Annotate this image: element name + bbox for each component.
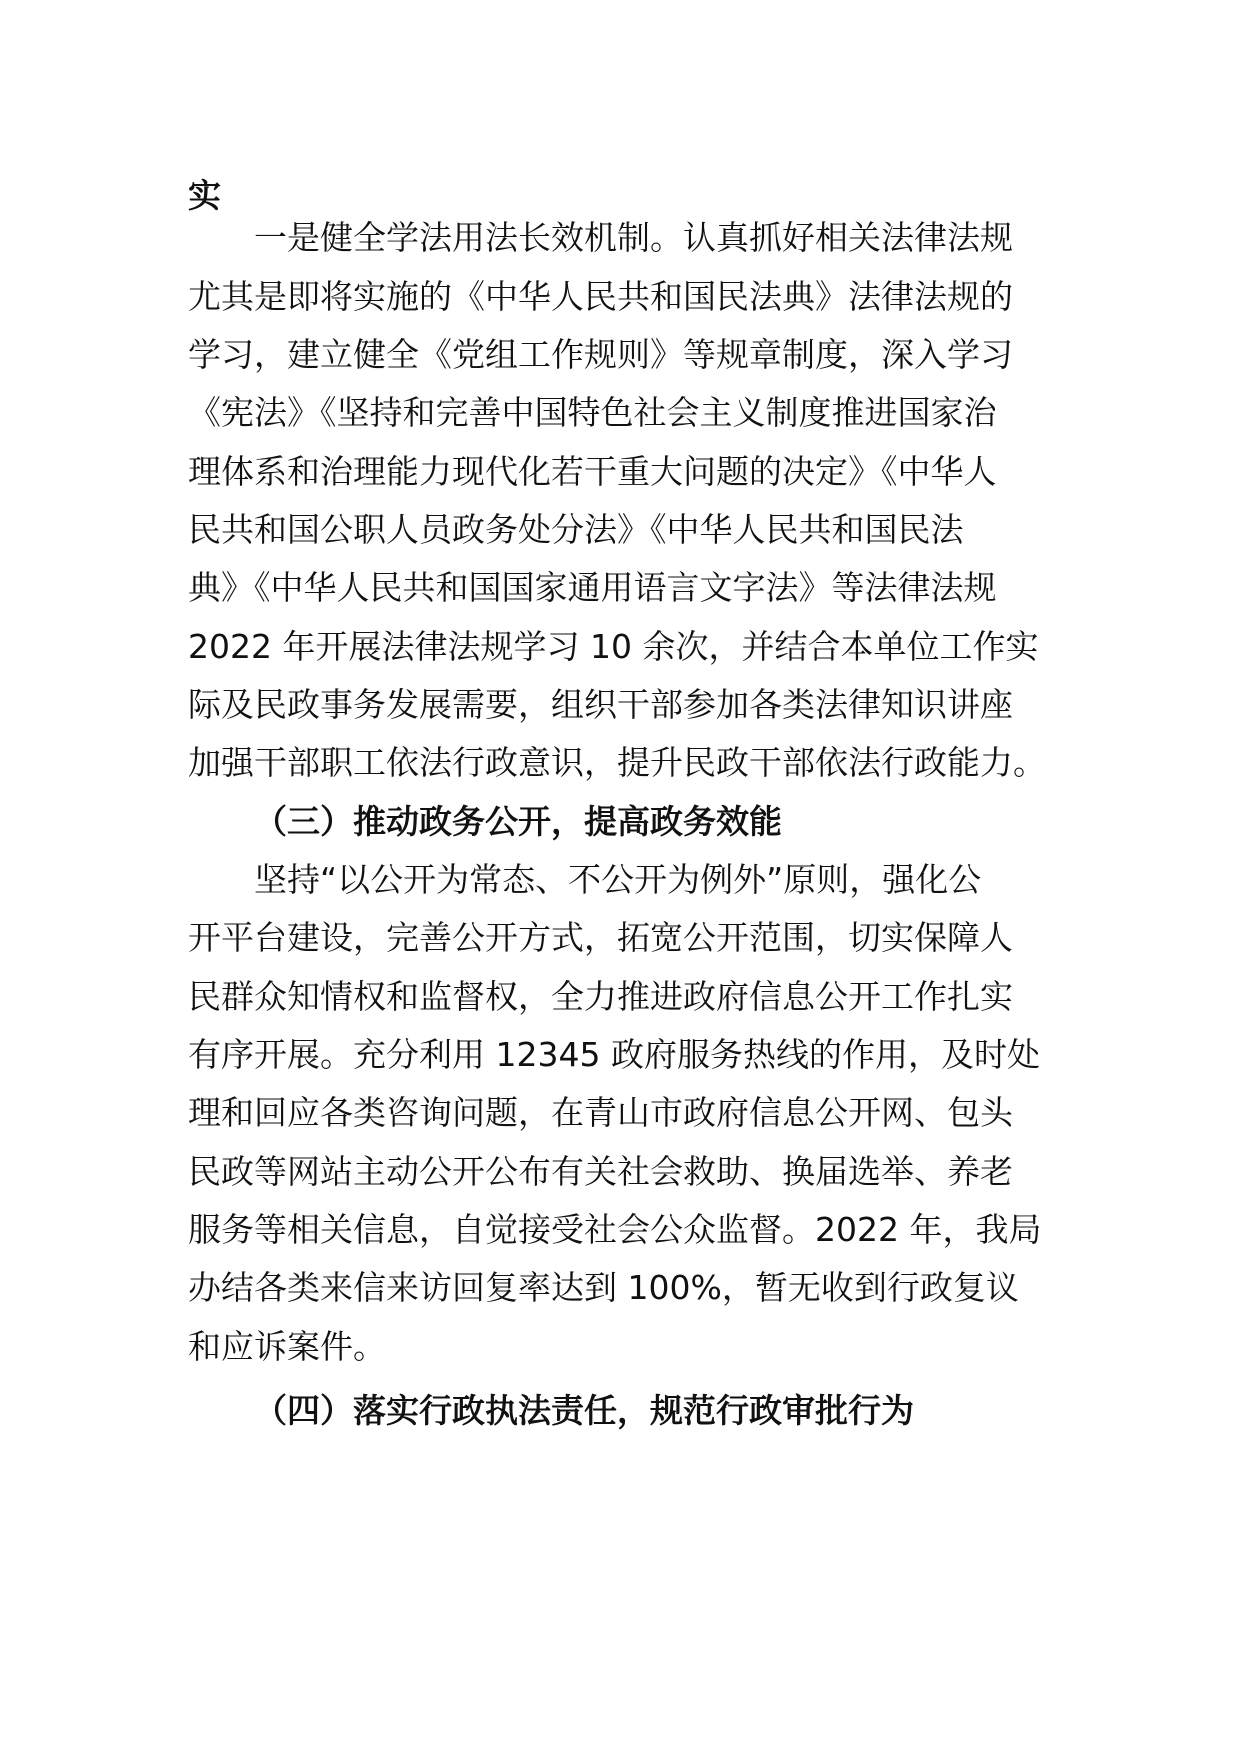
paragraph-line: 一是健全学法用法长效机制。认真抓好相关法律法规 (254, 218, 1013, 257)
paragraph-line: 服务等相关信息，自觉接受社会公众监督。2022 年，我局 (188, 1210, 1042, 1249)
paragraph-line: 际及民政事务发展需要，组织干部参加各类法律知识讲座 (188, 685, 1013, 724)
paragraph-line: 典》《中华人民共和国国家通用语言文字法》等法律法规 (188, 568, 997, 607)
paragraph-line: 民群众知情权和监督权，全力推进政府信息公开工作扎实 (188, 977, 1013, 1016)
section-heading-4: （四）落实行政执法责任，规范行政审批行为 (254, 1391, 914, 1430)
paragraph-line: 有序开展。充分利用 12345 政府服务热线的作用，及时处 (188, 1035, 1040, 1074)
paragraph-line: 开平台建设，完善公开方式，拓宽公开范围，切实保障人 (188, 918, 1013, 957)
paragraph-line: 办结各类来信来访回复率达到 100%，暂无收到行政复议 (188, 1268, 1019, 1307)
paragraph-line: 尤其是即将实施的《中华人民共和国民法典》法律法规的 (188, 277, 1013, 316)
paragraph-line: 和应诉案件。 (188, 1327, 386, 1366)
paragraph-line: 民政等网站主动公开公布有关社会救助、换届选举、养老 (188, 1152, 1013, 1191)
continuation-fragment: 实 (188, 176, 221, 215)
paragraph-line: 2022 年开展法律法规学习 10 余次，并结合本单位工作实 (188, 627, 1039, 666)
paragraph-line: 民共和国公职人员政务处分法》《中华人民共和国民法 (188, 510, 964, 549)
paragraph-line: 学习，建立健全《党组工作规则》等规章制度，深入学习 (188, 335, 1013, 374)
paragraph-line: 加强干部职工依法行政意识，提升民政干部依法行政能力。 (188, 743, 1046, 782)
paragraph-line: 《宪法》《坚持和完善中国特色社会主义制度推进国家治 (188, 393, 997, 432)
paragraph-line: 理体系和治理能力现代化若干重大问题的决定》《中华人 (188, 452, 997, 491)
section-heading-3: （三）推动政务公开，提高政务效能 (254, 802, 782, 841)
paragraph-line: 理和回应各类咨询问题，在青山市政府信息公开网、包头 (188, 1093, 1013, 1132)
paragraph-line: 坚持“以公开为常态、不公开为例外”原则，强化公 (254, 860, 982, 899)
